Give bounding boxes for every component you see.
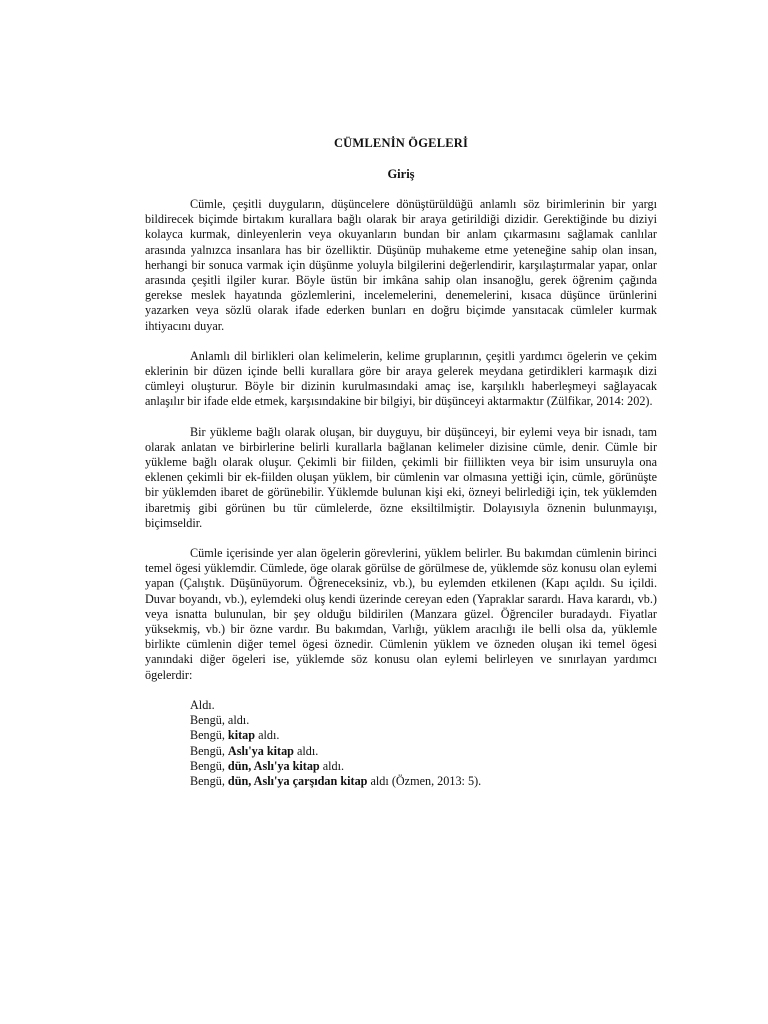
paragraph-4: Cümle içerisinde yer alan ögelerin görevlerini, yüklem belirler. Bu bakımdan cümlenin birinci temel ögesi yüklemdir. Cümlede, öge olarak görülse de görülmese de, yüklemde söz konusu olan eylemi yapan (Çalıştık. Düşünüyorum. Öğreneceksiniz, vb.), bu eylemden etkilenen (Kapı açıldı. Su içildi. Duvar boyandı, vb.), eylemdeki oluş kendi üzerinde cereyan eden (Yapraklar sarardı. Hava karardı, vb.) veya isnatta bulunulan, bir şey olduğu bildirilen (Manzara güzel. Öğrenciler buradaydı. Fiyatlar yüksekmiş, vb.) bir özne vardır. Bu bakımdan, Varlığı, yüklem aracılığı ile belli olsa da, yüklemle birlikte cümlenin diğer temel ögesi öznedir. Cümlenin yüklem ve özneden oluşan iki temel ögesi yanındaki diğer ögeleri ise, yüklemde söz konusu olan eylemi belirleyen ve sınırlayan yardımcı ögelerdir: (145, 546, 657, 682)
document-page (145, 135, 657, 789)
example-line: Bengü, dün, Aslı'ya kitap aldı. (190, 758, 345, 773)
example-line: Bengü, kitap aldı. (190, 728, 280, 743)
document-title: CÜMLENİN ÖGELERİ (333, 136, 469, 150)
example-line: Bengü, Aslı'ya kitap aldı. (190, 743, 319, 758)
paragraph-1: Cümle, çeşitli duyguların, düşüncelere dönüştürüldüğü anlamlı söz birimlerinin bir yargı bildirecek biçimde birtakım kurallara bağlı olarak bir araya getirildiği dizidir. Gerektiğinde bu diziyi kolayca kurmak, dinleyenlerin veya okuyanların bundan bir anlam çıkarmasını sağlamak canlılar arasında yalnızca insanlara has bir özelliktir. Düşünüp muhakeme etme yeteneğine sahip olan insan, herhangi bir sonuca varmak için düşünme yoluyla bilgilerini değerlendirir, karşılaştırmalar yapar, onlar arasında çeşitli ilgiler kurar. Böyle üstün bir imkâna sahip olan insanoğlu, gerek öğrenim çağında gerekse meslek hayatında gözlemlerini, incelemelerini, denemelerini, kısaca düşünce ürünlerini yazarken veya sözlü olarak ifade ederken bunları en doğru biçimde yansıtacak cümleler kurmak ihtiyacını duyar. (145, 197, 657, 333)
section-heading: Giriş (387, 167, 415, 181)
paragraph-3: Bir yükleme bağlı olarak oluşan, bir duyguyu, bir düşünceyi, bir eylemi veya bir isnadı, tam olarak anlatan ve birbirlerine belirli kurallarla bağlanan kelimeler dizisine cümle, denir. Cümle bir yükleme bağlı olarak oluşur. Çekimli bir fiilden, çekimli bir fiillikten veya bir isim unsuruyla ona eklenen çekimli bir ek-fiilden oluşan yüklem, bir cümlenin var olmasına yettiği için, cümle, görünüşte bir yüklemden ibaret de görünebilir. Yüklemde bulunan kişi eki, özneyi belirlediği için, tek yüklemden ibaretmiş gibi görünen bu tür cümlelerde, özne eksiltilmiştir. Dolayısıyla öznenin bulunmayışı, biçimseldir. (145, 424, 657, 530)
paragraph-2: Anlamlı dil birlikleri olan kelimelerin, kelime gruplarının, çeşitli yardımcı ögelerin ve çekim eklerinin bir düzen içinde belli kurallara göre bir araya gelerek meydana getirdikleri karmaşık dizi cümleyi oluşturur. Böyle bir dizinin kurulmasındaki amaç ise, karşılıklı haberleşmeyi sağlayacak anlaşılır bir ifade elde etmek, karşısındakine bir bilgiyi, bir düşünceyi aktarmaktır (Zülfikar, 2014: 202). (145, 348, 657, 409)
example-sentences (190, 698, 657, 789)
example-line: Bengü, aldı. (190, 713, 250, 728)
body-text (145, 197, 657, 683)
example-line: Aldı. (190, 697, 215, 712)
example-line: Bengü, dün, Aslı'ya çarşıdan kitap aldı (Özmen, 2013: 5). (190, 773, 482, 788)
